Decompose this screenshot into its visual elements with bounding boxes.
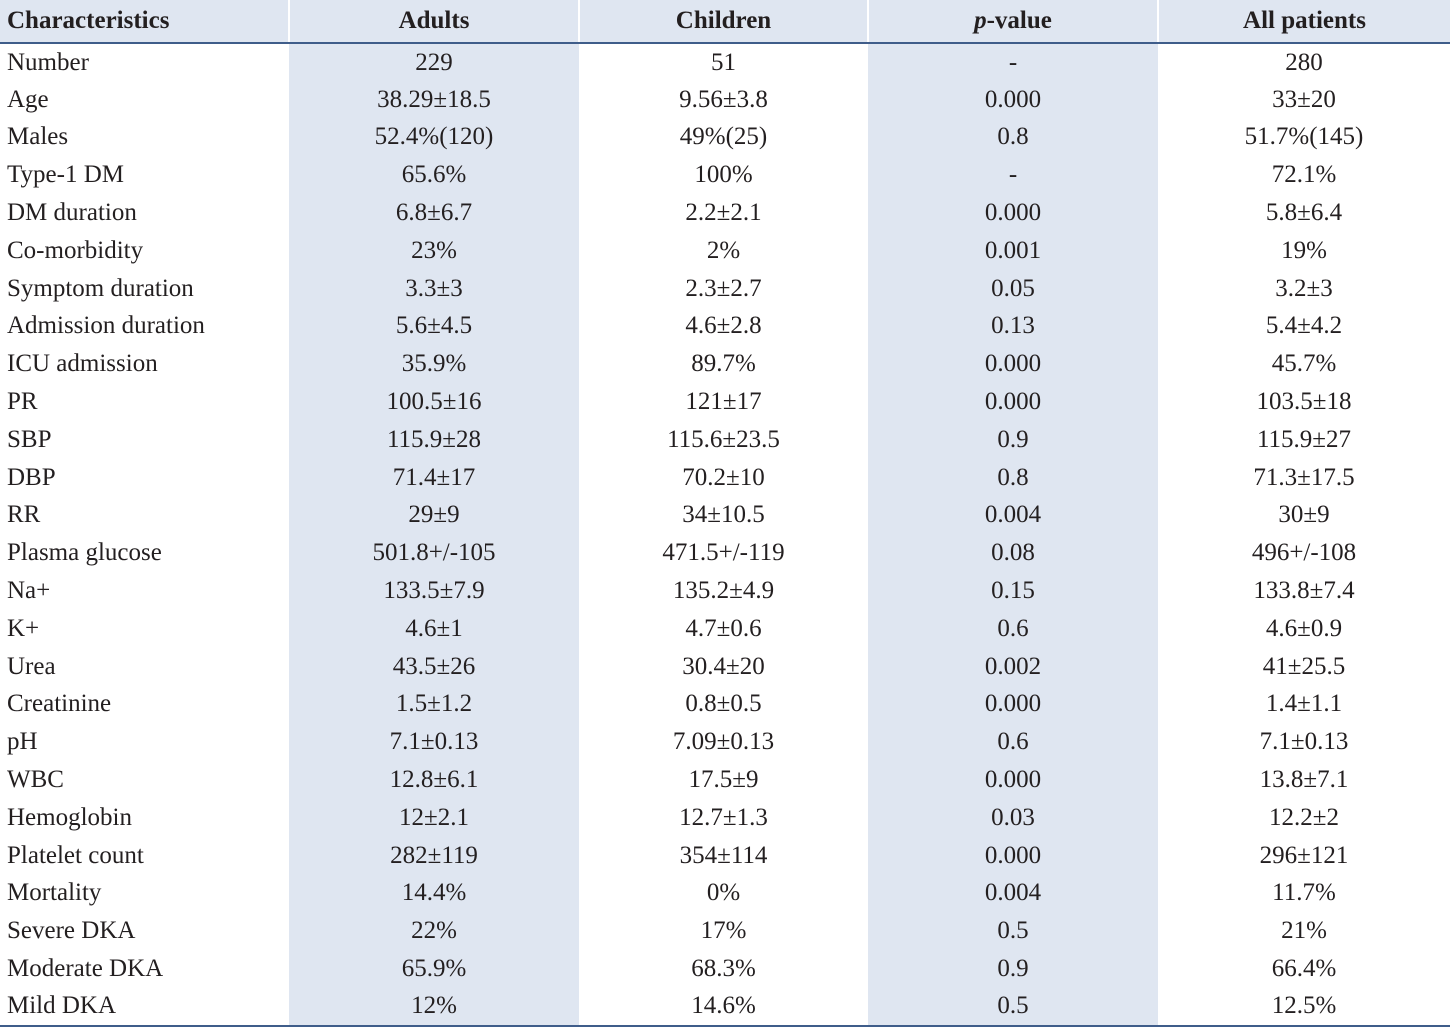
p-value-cell: 0.004 — [868, 497, 1158, 535]
characteristic-cell: RR — [7, 501, 41, 529]
characteristic-cell: Moderate DKA — [7, 955, 164, 983]
characteristic-cell: DBP — [7, 463, 56, 491]
table-row — [0, 194, 1450, 232]
adults-cell: 100.5±16 — [289, 383, 579, 421]
children-cell: 12.7±1.3 — [679, 803, 768, 831]
header-row — [0, 0, 1450, 43]
adults-cell: 7.1±0.13 — [289, 723, 579, 761]
all-patients-cell: 19% — [1281, 236, 1327, 264]
children-cell: 49%(25) — [679, 123, 768, 151]
adults-cell: 65.9% — [289, 950, 579, 988]
all-patients-cell: 51.7%(145) — [1244, 123, 1364, 151]
p-value-cell: 0.000 — [868, 761, 1158, 799]
characteristic-cell: DM duration — [7, 199, 137, 227]
p-value-cell: 0.001 — [868, 232, 1158, 270]
all-patients-cell: 4.6±0.9 — [1265, 614, 1343, 642]
p-value-cell: 0.000 — [868, 383, 1158, 421]
children-cell: 4.7±0.6 — [685, 614, 762, 642]
children-cell: 135.2±4.9 — [672, 577, 775, 605]
children-cell: 0.8±0.5 — [685, 690, 762, 718]
table-row — [0, 988, 1450, 1026]
all-patients-cell: 7.1±0.13 — [1259, 728, 1349, 756]
children-cell: 7.09±0.13 — [672, 728, 775, 756]
table-row — [0, 799, 1450, 837]
adults-cell: 52.4%(120) — [289, 119, 579, 157]
children-cell: 115.6±23.5 — [667, 425, 780, 453]
table-row — [0, 837, 1450, 875]
p-value-cell: 0.000 — [868, 81, 1158, 119]
p-value-cell: - — [868, 156, 1158, 194]
p-value-cell: 0.000 — [868, 686, 1158, 724]
all-patients-cell: 30±9 — [1278, 501, 1330, 529]
table-row — [0, 459, 1450, 497]
characteristic-cell: pH — [7, 728, 38, 756]
adults-cell: 501.8+/-105 — [289, 534, 579, 572]
all-patients-cell: 72.1% — [1271, 161, 1337, 189]
children-cell: 4.6±2.8 — [685, 312, 762, 340]
adults-cell: 22% — [289, 912, 579, 950]
p-value-cell: 0.5 — [868, 912, 1158, 950]
all-patients-cell: 115.9±27 — [1256, 425, 1352, 453]
adults-cell: 133.5±7.9 — [289, 572, 579, 610]
all-patients-cell: 3.2±3 — [1275, 274, 1333, 302]
all-patients-cell: 66.4% — [1271, 955, 1337, 983]
children-cell: 89.7% — [691, 350, 756, 378]
all-patients-cell: 33±20 — [1272, 85, 1336, 113]
characteristic-cell: SBP — [7, 425, 52, 453]
characteristic-cell: WBC — [7, 766, 64, 794]
children-cell: 0% — [706, 879, 741, 907]
all-patients-cell: 21% — [1281, 917, 1327, 945]
adults-cell: 229 — [289, 43, 579, 81]
children-cell: 2.3±2.7 — [685, 274, 762, 302]
p-value-cell: 0.9 — [868, 950, 1158, 988]
table-row — [0, 81, 1450, 119]
children-cell: 2% — [706, 236, 741, 264]
p-value-cell: 0.004 — [868, 875, 1158, 913]
children-cell: 70.2±10 — [682, 463, 765, 491]
all-patients-cell: 41±25.5 — [1262, 652, 1346, 680]
adults-cell: 14.4% — [289, 875, 579, 913]
p-value-cell: 0.002 — [868, 648, 1158, 686]
children-cell: 354±114 — [679, 841, 768, 869]
all-patients-cell: 11.7% — [1272, 879, 1336, 907]
table-row — [0, 497, 1450, 535]
p-value-cell: 0.8 — [868, 459, 1158, 497]
p-value-cell: 0.08 — [868, 534, 1158, 572]
table-row — [0, 912, 1450, 950]
children-cell: 14.6% — [579, 988, 868, 1026]
table-row — [0, 761, 1450, 799]
adults-cell: 35.9% — [289, 345, 579, 383]
all-patients-cell: 5.8±6.4 — [1265, 199, 1343, 227]
table-row — [0, 723, 1450, 761]
p-value-cell: 0.6 — [868, 610, 1158, 648]
adults-cell: 115.9±28 — [289, 421, 579, 459]
table-row — [0, 421, 1450, 459]
table-row — [0, 270, 1450, 308]
adults-cell: 43.5±26 — [289, 648, 579, 686]
characteristic-cell: Hemoglobin — [7, 803, 132, 831]
characteristic-cell: Age — [7, 85, 49, 113]
p-value-cell: 0.13 — [868, 308, 1158, 346]
adults-cell: 29±9 — [289, 497, 579, 535]
children-cell: 17% — [700, 917, 747, 945]
p-value-cell: 0.5 — [868, 988, 1158, 1026]
characteristic-cell: Urea — [7, 652, 56, 680]
table-row — [0, 43, 1450, 81]
p-value-cell: 0.000 — [868, 345, 1158, 383]
header-p-suffix: -value — [986, 7, 1052, 34]
characteristic-cell: Severe DKA — [7, 917, 136, 945]
all-patients-cell: 296±121 — [1259, 841, 1349, 869]
characteristic-cell: Mortality — [7, 879, 102, 907]
all-patients-cell: 12.5% — [1158, 988, 1450, 1026]
all-patients-cell: 5.4±4.2 — [1265, 312, 1343, 340]
table-row — [0, 610, 1450, 648]
adults-cell: 38.29±18.5 — [289, 81, 579, 119]
characteristic-cell: ICU admission — [7, 350, 158, 378]
children-cell: 9.56±3.8 — [679, 85, 768, 113]
table-row — [0, 119, 1450, 157]
characteristic-cell: K+ — [7, 614, 40, 642]
adults-cell: 5.6±4.5 — [289, 308, 579, 346]
characteristic-cell: Co-morbidity — [7, 236, 144, 264]
all-patients-cell: 71.3±17.5 — [1253, 463, 1355, 491]
header-characteristics: Characteristics — [0, 0, 289, 43]
p-value-cell: 0.9 — [868, 421, 1158, 459]
children-cell: 121±17 — [685, 388, 762, 416]
characteristic-cell: Males — [7, 123, 69, 151]
children-cell: 2.2±2.1 — [685, 199, 762, 227]
all-patients-cell: 1.4±1.1 — [1265, 690, 1343, 718]
all-patients-cell: 103.5±18 — [1256, 388, 1352, 416]
characteristic-cell: Na+ — [7, 577, 51, 605]
p-value-cell: 0.000 — [868, 194, 1158, 232]
table-row — [0, 232, 1450, 270]
table-row — [0, 648, 1450, 686]
table-row — [0, 345, 1450, 383]
header-p-italic: p — [974, 7, 987, 34]
all-patients-cell: 13.8±7.1 — [1259, 766, 1349, 794]
table-row — [0, 308, 1450, 346]
adults-cell: 12±2.1 — [289, 799, 579, 837]
children-cell: 100% — [694, 161, 753, 189]
p-value-cell: 0.6 — [868, 723, 1158, 761]
header-p-value — [868, 0, 1158, 43]
characteristic-cell: Mild DKA — [0, 988, 289, 1026]
p-value-cell: 0.05 — [868, 270, 1158, 308]
adults-cell: 3.3±3 — [289, 270, 579, 308]
children-cell: 51 — [711, 49, 736, 77]
p-value-cell: 0.15 — [868, 572, 1158, 610]
table-row — [0, 950, 1450, 988]
all-patients-cell: 12.2±2 — [1269, 803, 1339, 831]
adults-cell: 12.8±6.1 — [289, 761, 579, 799]
children-cell: 471.5+/-119 — [662, 539, 785, 567]
children-cell: 30.4±20 — [682, 652, 765, 680]
header-adults: Adults — [289, 0, 579, 43]
all-patients-cell: 280 — [1285, 49, 1323, 77]
adults-cell: 1.5±1.2 — [289, 686, 579, 724]
characteristic-cell: Plasma glucose — [7, 539, 162, 567]
all-patients-cell: 496+/-108 — [1251, 539, 1357, 567]
table-row — [0, 686, 1450, 724]
p-value-cell: 0.8 — [868, 119, 1158, 157]
p-value-cell: 0.000 — [868, 837, 1158, 875]
characteristic-cell: Type-1 DM — [7, 161, 124, 189]
table-row — [0, 534, 1450, 572]
children-cell: 68.3% — [691, 955, 756, 983]
table-body — [0, 43, 1450, 1026]
adults-cell: 6.8±6.7 — [289, 194, 579, 232]
characteristic-cell: PR — [7, 388, 38, 416]
p-value-cell: - — [868, 43, 1158, 81]
p-value-cell: 0.03 — [868, 799, 1158, 837]
children-cell: 17.5±9 — [688, 766, 759, 794]
adults-cell: 65.6% — [289, 156, 579, 194]
characteristic-cell: Creatinine — [7, 690, 112, 718]
adults-cell: 12% — [289, 988, 579, 1026]
characteristic-cell: Platelet count — [7, 841, 144, 869]
adults-cell: 282±119 — [289, 837, 579, 875]
all-patients-cell: 133.8±7.4 — [1253, 577, 1355, 605]
all-patients-cell: 45.7% — [1271, 350, 1337, 378]
adults-cell: 71.4±17 — [289, 459, 579, 497]
characteristic-cell: Admission duration — [7, 312, 205, 340]
children-cell: 34±10.5 — [682, 501, 765, 529]
header-children: Children — [579, 0, 868, 43]
characteristic-cell: Symptom duration — [7, 274, 194, 302]
table-row — [0, 156, 1450, 194]
header-all-patients: All patients — [1158, 0, 1450, 43]
table-row — [0, 875, 1450, 913]
table-row — [0, 383, 1450, 421]
table-row — [0, 572, 1450, 610]
adults-cell: 23% — [289, 232, 579, 270]
table-header — [0, 0, 1450, 43]
adults-cell: 4.6±1 — [289, 610, 579, 648]
characteristic-cell: Number — [7, 49, 89, 77]
